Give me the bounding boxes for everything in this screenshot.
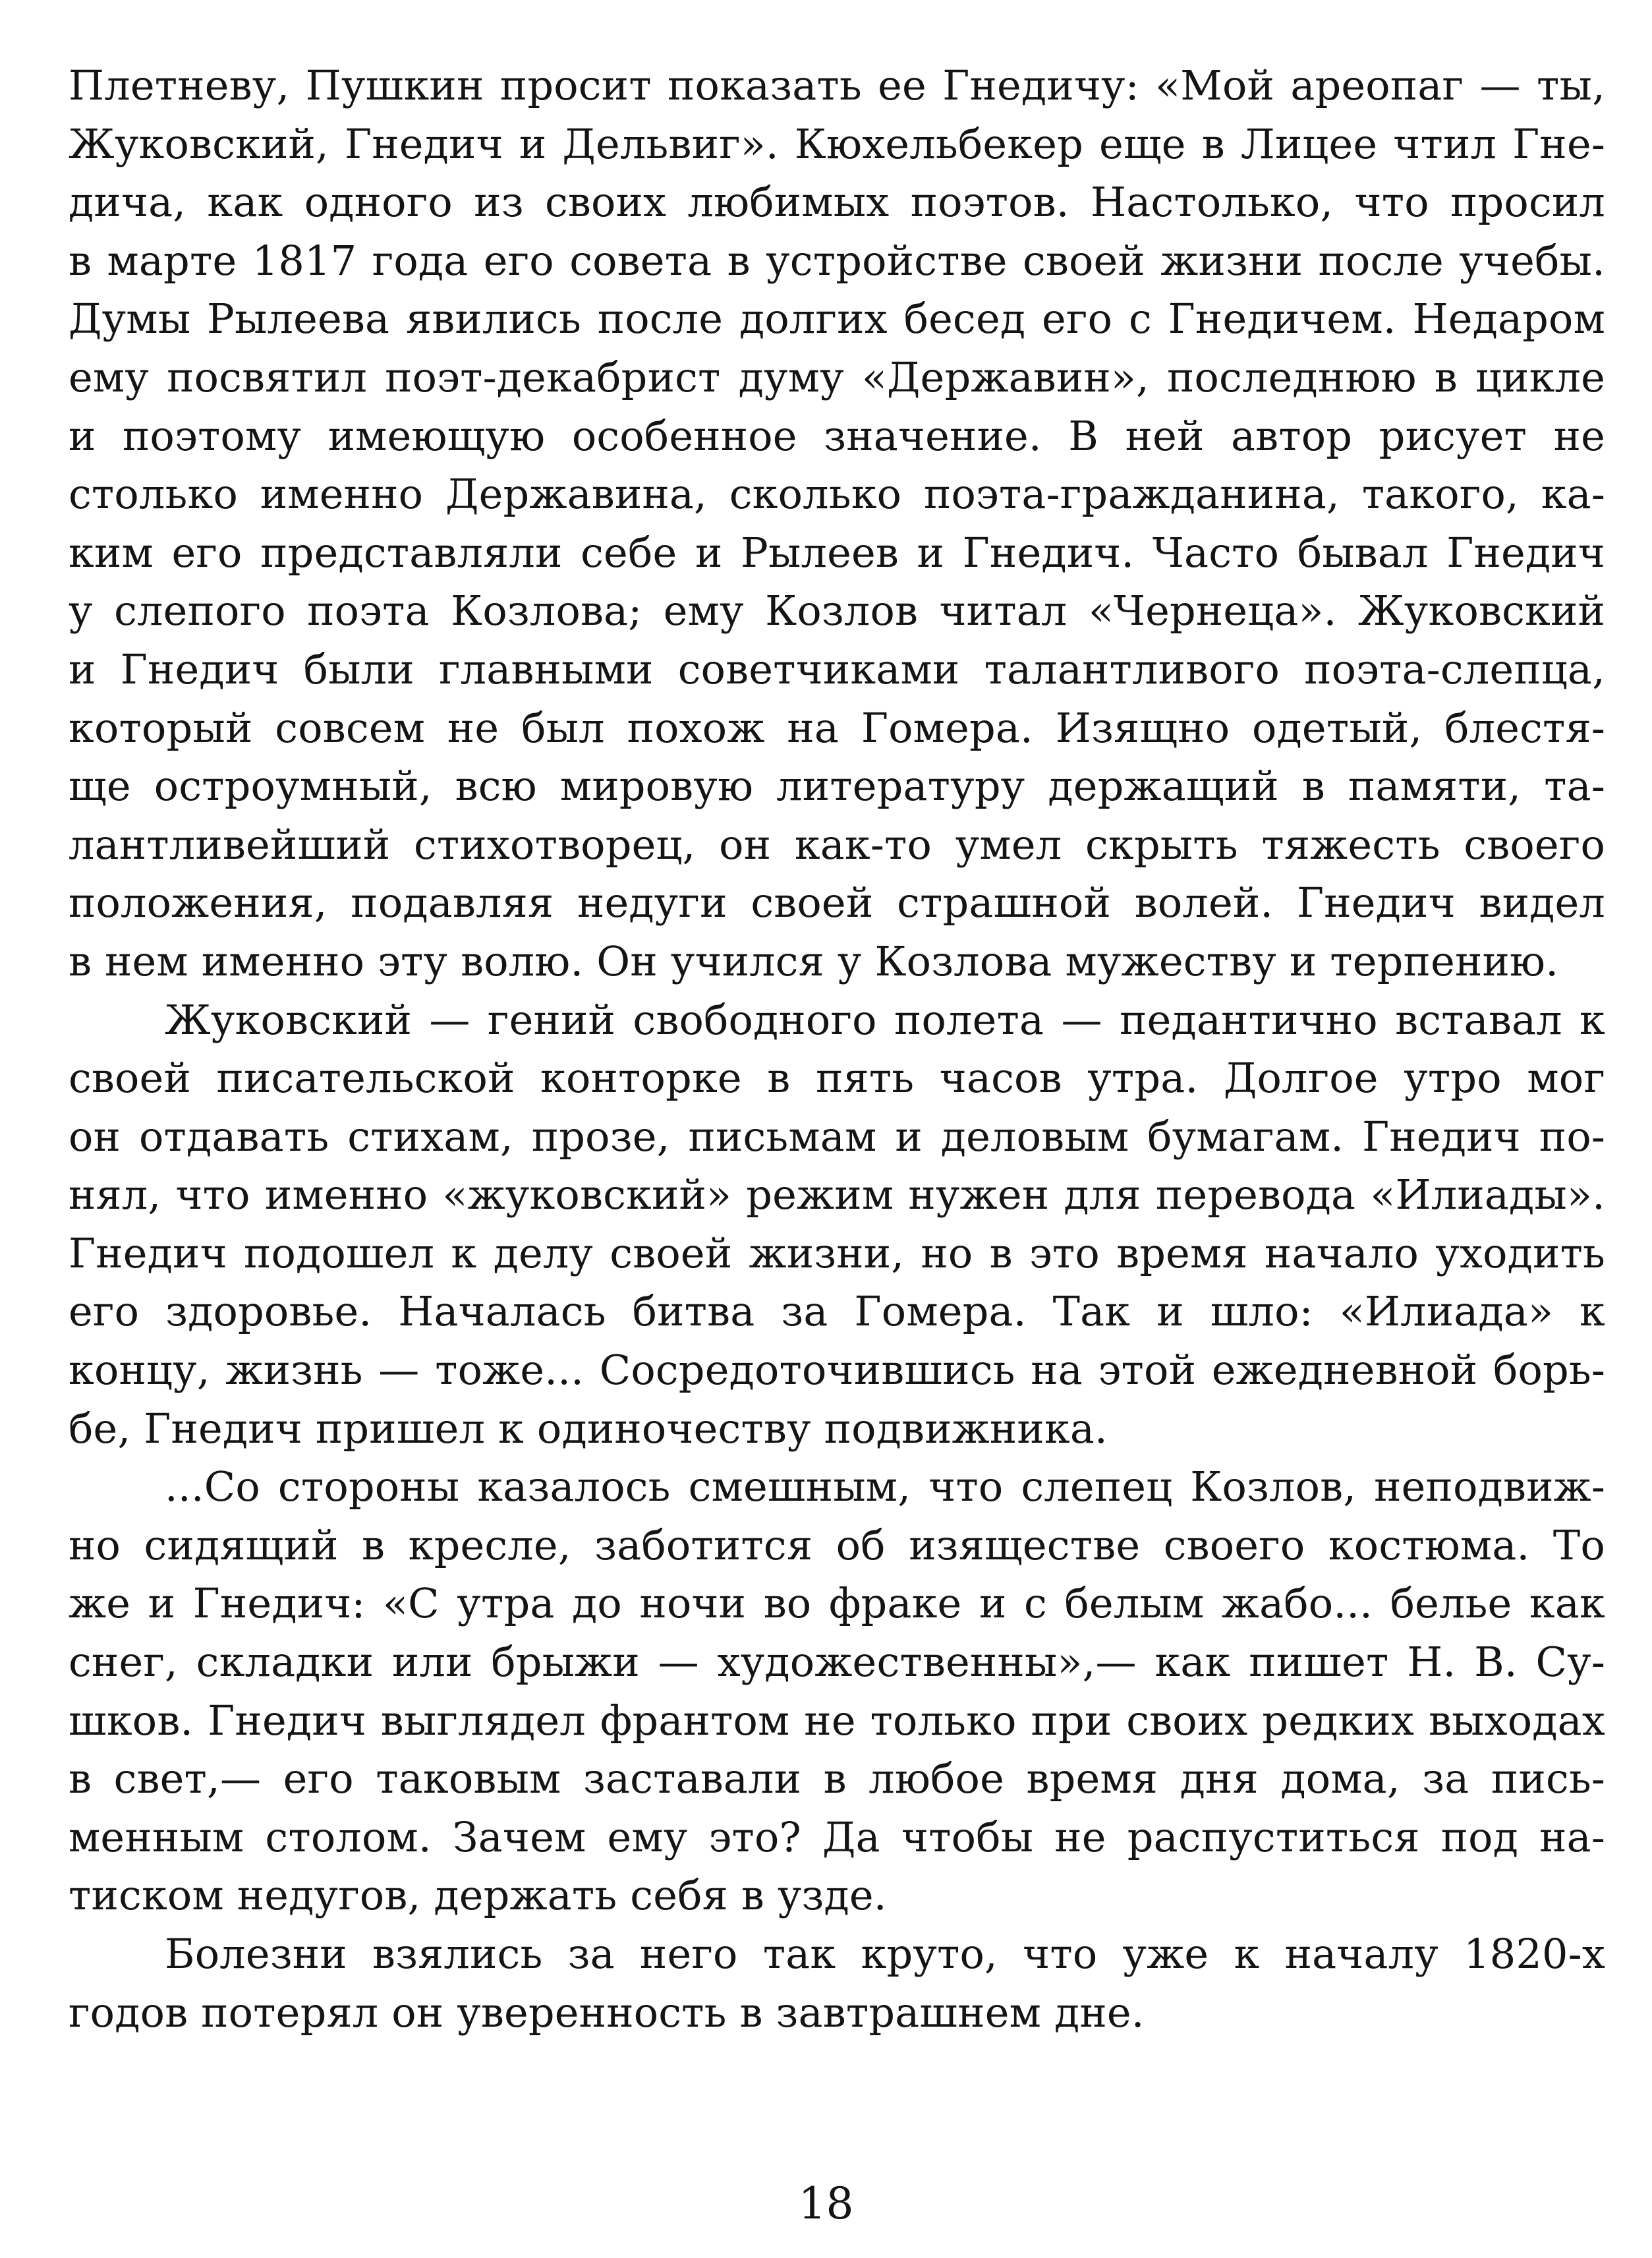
text-line: Гнедич подошел к делу своей жизни, но в это время начало уходить [69,1229,1605,1277]
text-line: снег, складки или брыжи — художественны»,— как пишет Н. В. Су- [69,1638,1605,1687]
text-line: Думы Рылеева явились после долгих бесед его с Гнедичем. Недаром [69,295,1605,343]
paragraph [69,1925,1605,2042]
text-line: лантливейший стихотворец, он как-то умел скрыть тяжесть своего [69,820,1605,869]
text-line: концу, жизнь — тоже... Сосредоточившись на этой ежедневной борь- [69,1346,1605,1395]
text-line: менным столом. Зачем ему это? Да чтобы не распуститься под на- [69,1812,1605,1861]
text-line: нял, что именно «жуковский» режим нужен для перевода «Илиады». [69,1171,1605,1219]
text-line: столько именно Державина, сколько поэта-гражданина, такого, ка- [69,470,1605,519]
text-line: своей писательской конторке в пять часов утра. Долгое утро мог [69,1054,1605,1103]
text-line: ще остроумный, всю мировую литературу держащий в памяти, та- [69,762,1605,811]
text-line: и Гнедич были главными советчиками талантливого поэта-слепца, [69,645,1605,693]
text-line: годов потерял он уверенность в завтрашнем дне. [69,1988,1145,2037]
text-line: тиском недугов, держать себя в узде. [69,1871,887,1920]
text-line: ...Со стороны казалось смешным, что слепец Козлов, неподвиж- [165,1462,1605,1511]
text-line: бе, Гнедич пришел к одиночеству подвижника. [69,1404,1108,1453]
text-line: же и Гнедич: «С утра до ночи во фраке и с белым жабо... белье как [69,1579,1605,1628]
paragraph [69,57,1605,991]
paragraph [69,1458,1605,1925]
text-line: положения, подавляя недуги своей страшной волей. Гнедич видел [69,879,1605,927]
page-number: 18 [798,2178,854,2229]
text-line: в свет,— его таковым заставали в любое время дня дома, за пись- [69,1754,1605,1803]
text-line: ему посвятил поэт-декабрист думу «Державин», последнюю в цикле [69,353,1605,401]
text-line: его здоровье. Началась битва за Гомера. Так и шло: «Илиада» к [69,1287,1605,1336]
text-line: но сидящий в кресле, заботится об изяществе своего костюма. То [69,1520,1605,1569]
text-line: дича, как одного из своих любимых поэтов. Настолько, что просил [69,178,1605,227]
paragraph [69,991,1605,1459]
page-body-text [69,57,1605,2042]
text-line: Плетневу, Пушкин просит показать ее Гнедичу: «Мой ареопаг — ты, [69,61,1605,109]
text-line: шков. Гнедич выглядел франтом не только при своих редких выходах [69,1696,1605,1745]
text-line: Болезни взялись за него так круто, что уже к началу 1820-х [165,1930,1605,1978]
text-line: Жуковский — гений свободного полета — педантично вставал к [165,995,1605,1044]
text-line: в марте 1817 года его совета в устройстве своей жизни после учебы. [69,236,1605,285]
text-line: Жуковский, Гнедич и Дельвиг». Кюхельбекер еще в Лицее чтил Гне- [69,119,1605,168]
text-line: он отдавать стихам, прозе, письмам и деловым бумагам. Гнедич по- [69,1112,1605,1161]
text-line: ким его представляли себе и Рылеев и Гнедич. Часто бывал Гнедич [69,528,1605,577]
text-line: у слепого поэта Козлова; ему Козлов читал «Чернеца». Жуковский [69,587,1605,635]
text-line: и поэтому имеющую особенное значение. В ней автор рисует не [69,411,1605,460]
text-line: который совсем не был похож на Гомера. Изящно одетый, блестя- [69,703,1605,752]
text-line: в нем именно эту волю. Он учился у Козлова мужеству и терпению. [69,937,1559,985]
